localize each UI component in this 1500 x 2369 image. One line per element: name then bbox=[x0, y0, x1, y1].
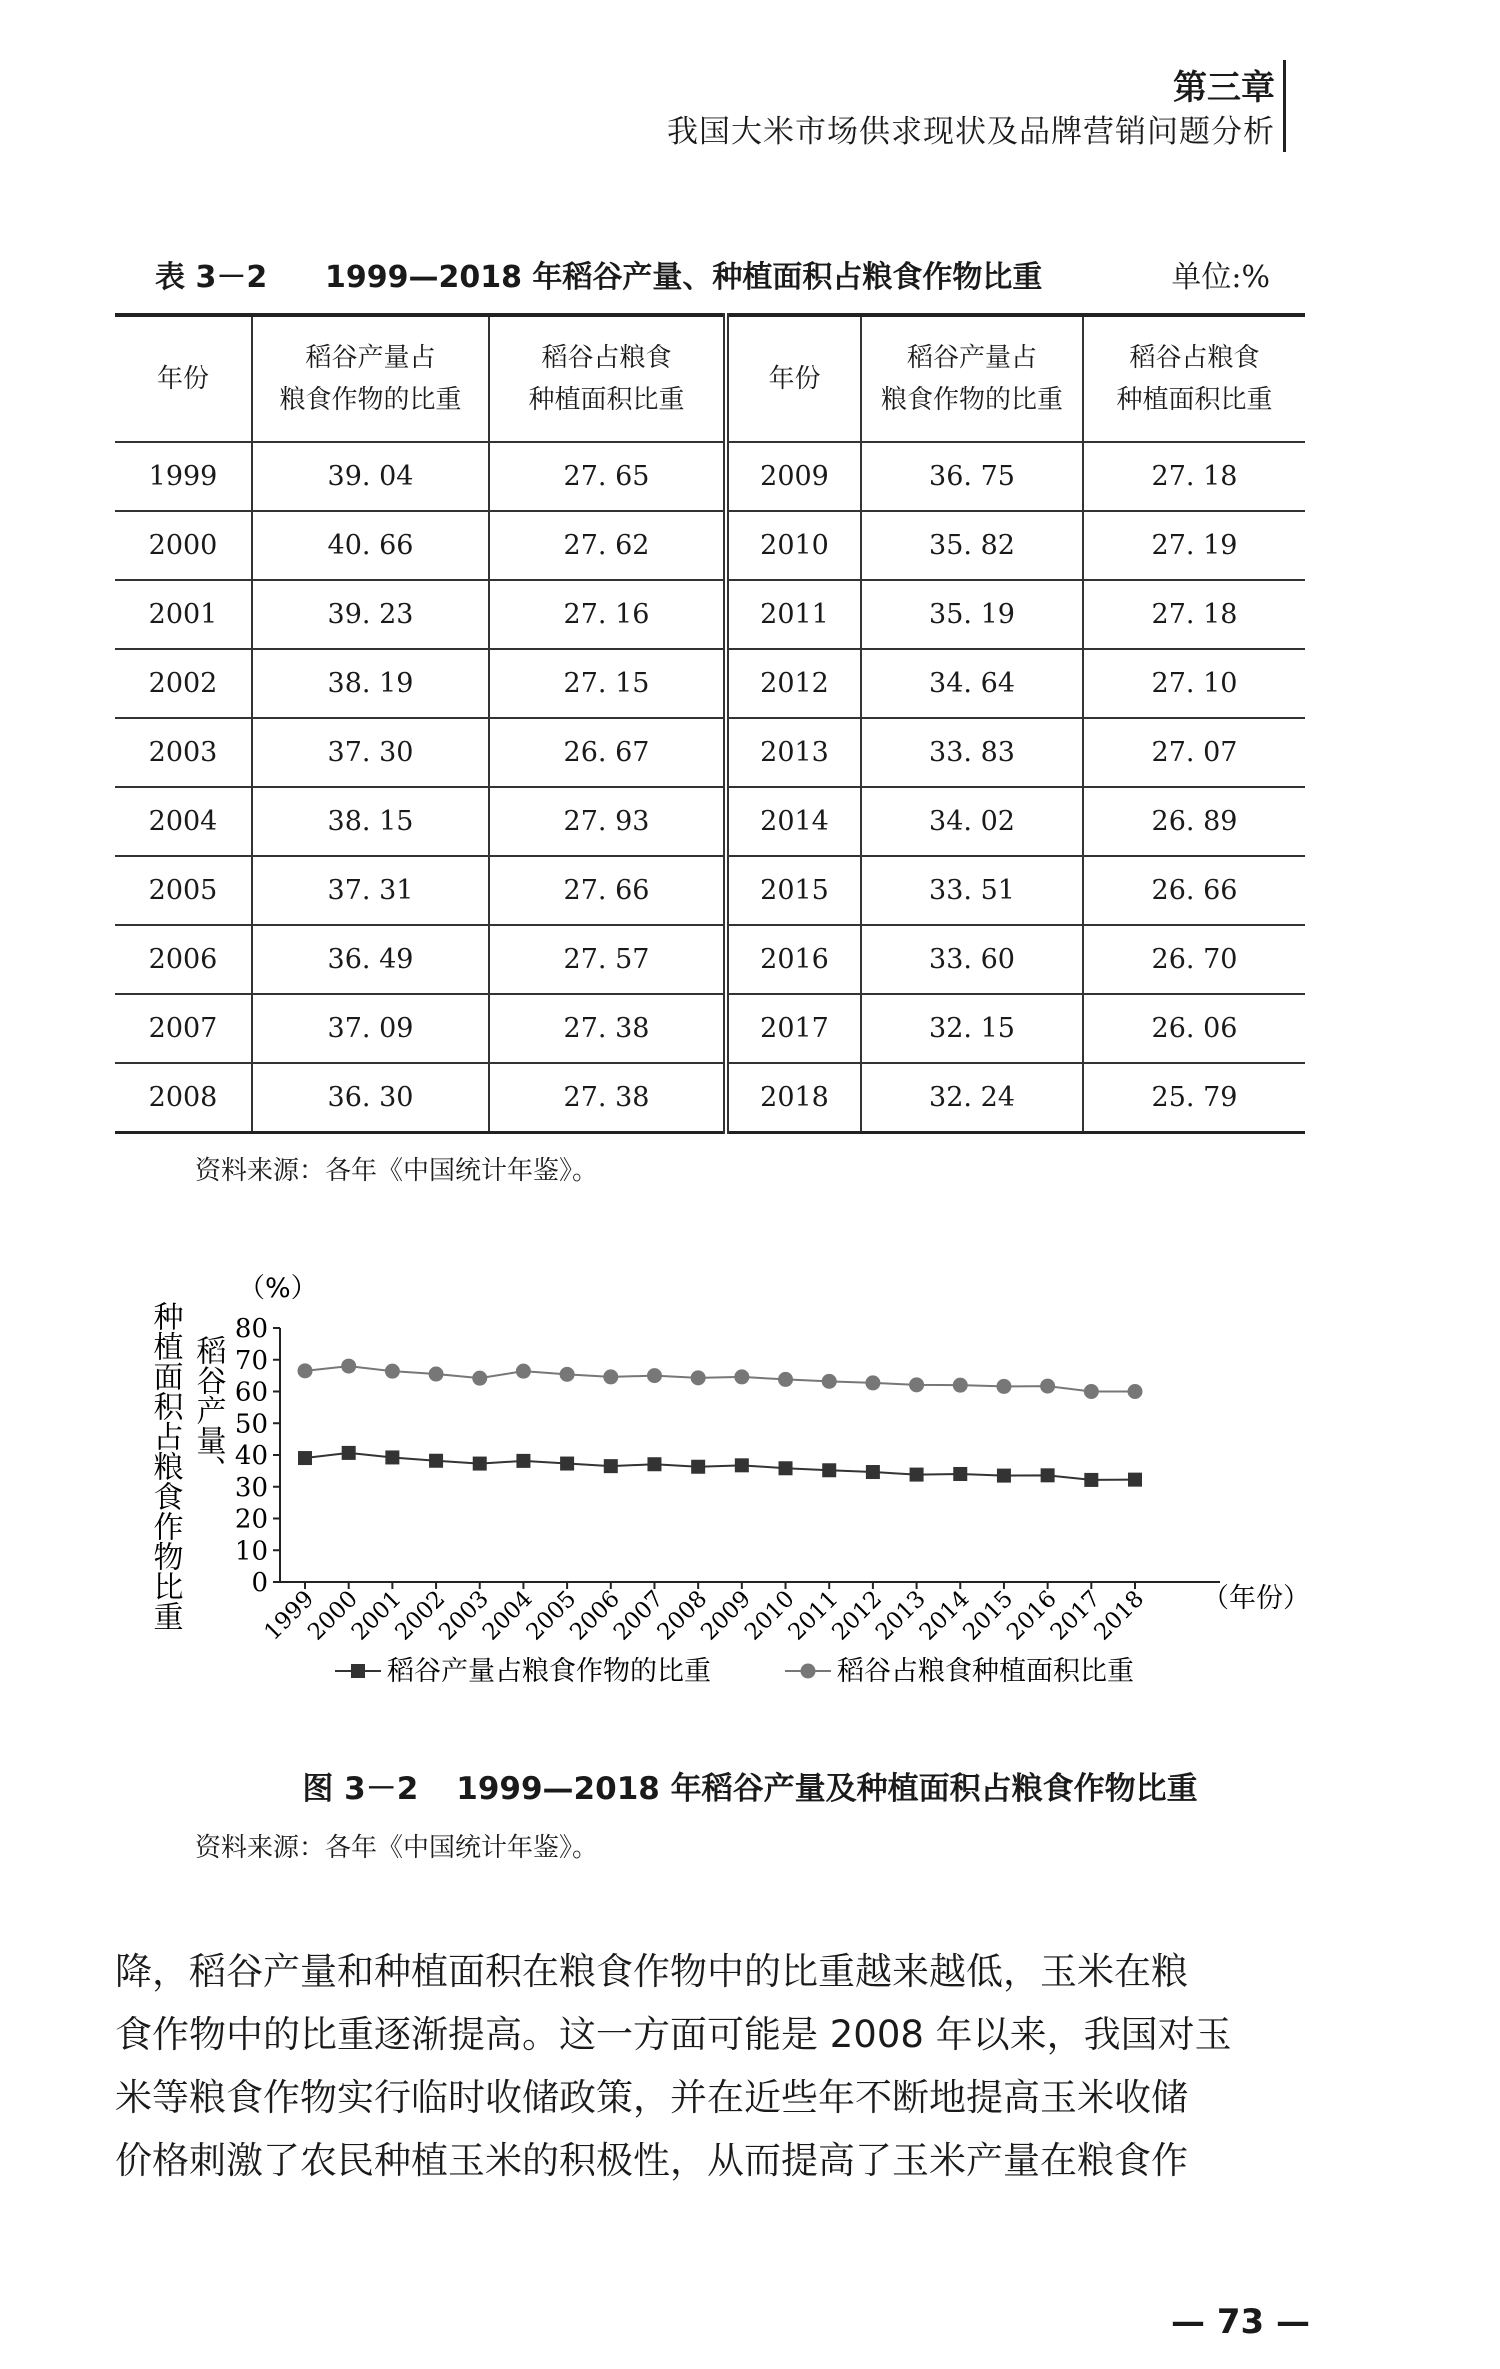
table-cell: 2003 bbox=[115, 718, 252, 787]
table-cell: 34. 02 bbox=[861, 787, 1083, 856]
table-row bbox=[115, 718, 1305, 787]
table-cell: 25. 79 bbox=[1083, 1063, 1305, 1133]
table-cell: 2005 bbox=[115, 856, 252, 925]
y-tick-label: 30 bbox=[234, 1472, 268, 1503]
data-point-square bbox=[779, 1461, 793, 1475]
table-cell: 2002 bbox=[115, 649, 252, 718]
data-point-circle bbox=[778, 1372, 793, 1387]
table-row bbox=[115, 1063, 1305, 1133]
header-production: 稻谷产量占 粮食作物的比重 bbox=[861, 315, 1083, 442]
data-point-circle bbox=[560, 1367, 575, 1382]
y-tick-label: 20 bbox=[234, 1504, 268, 1535]
data-point-circle bbox=[909, 1377, 924, 1392]
y-axis-label-outer: 种植面积占粮食作物比重 bbox=[147, 1301, 183, 1631]
table-cell: 26. 66 bbox=[1083, 856, 1305, 925]
table-cell: 27. 19 bbox=[1083, 511, 1305, 580]
x-tick-label: 2018 bbox=[1089, 1585, 1150, 1646]
table-cell: 38. 19 bbox=[252, 649, 489, 718]
data-point-circle bbox=[996, 1379, 1011, 1394]
y-unit-label: （%） bbox=[238, 1273, 318, 1304]
table-row bbox=[115, 511, 1305, 580]
table-cell: 26. 70 bbox=[1083, 925, 1305, 994]
data-point-square bbox=[560, 1457, 574, 1471]
table-cell: 2001 bbox=[115, 580, 252, 649]
table-cell: 26. 67 bbox=[489, 718, 726, 787]
x-tick-label: 2011 bbox=[783, 1585, 844, 1646]
table-cell: 40. 66 bbox=[252, 511, 489, 580]
x-tick-label: 2007 bbox=[608, 1585, 669, 1646]
table-cell: 38. 15 bbox=[252, 787, 489, 856]
data-point-square bbox=[735, 1458, 749, 1472]
x-tick-label: 2001 bbox=[346, 1585, 407, 1646]
table-cell: 39. 23 bbox=[252, 580, 489, 649]
figure-source-note: 资料来源：各年《中国统计年鉴》。 bbox=[195, 1833, 599, 1863]
line-chart bbox=[130, 1255, 1330, 1715]
data-point-square bbox=[997, 1469, 1011, 1483]
header-divider bbox=[1283, 60, 1286, 152]
y-tick-label: 60 bbox=[234, 1377, 268, 1408]
running-header bbox=[667, 66, 1275, 154]
table-row bbox=[115, 580, 1305, 649]
table-cell: 2016 bbox=[726, 925, 861, 994]
chapter-subtitle: 我国大米市场供求现状及品牌营销问题分析 bbox=[667, 114, 1275, 150]
table-unit: 单位:% bbox=[1171, 260, 1270, 295]
data-point-square bbox=[429, 1454, 443, 1468]
data-point-square bbox=[298, 1451, 312, 1465]
table-row bbox=[115, 442, 1305, 511]
figure-title: 1999—2018 年稻谷产量及种植面积占粮食作物比重 bbox=[456, 1771, 1198, 1807]
data-point-square bbox=[866, 1465, 880, 1479]
data-point-circle bbox=[516, 1364, 531, 1379]
y-tick-label: 10 bbox=[234, 1536, 268, 1567]
x-tick-label: 2010 bbox=[739, 1585, 800, 1646]
table-row bbox=[115, 856, 1305, 925]
table-cell: 33. 83 bbox=[861, 718, 1083, 787]
legend-marker-circle bbox=[801, 1664, 816, 1679]
table-cell: 27. 38 bbox=[489, 994, 726, 1063]
y-tick-label: 0 bbox=[251, 1568, 268, 1598]
x-tick-label: 2012 bbox=[827, 1585, 888, 1646]
table-number: 表 3－2 bbox=[155, 260, 268, 295]
table-cell: 39. 04 bbox=[252, 442, 489, 511]
legend-marker-square bbox=[351, 1664, 365, 1678]
table-cell: 2018 bbox=[726, 1063, 861, 1133]
table-cell: 36. 75 bbox=[861, 442, 1083, 511]
table-source-note: 资料来源：各年《中国统计年鉴》。 bbox=[195, 1156, 599, 1186]
body-paragraph bbox=[115, 1940, 1325, 2192]
data-point-circle bbox=[734, 1369, 749, 1384]
header-production: 稻谷产量占 粮食作物的比重 bbox=[252, 315, 489, 442]
table-cell: 36. 49 bbox=[252, 925, 489, 994]
x-axis-label: （年份） bbox=[1202, 1583, 1310, 1614]
table-cell: 27. 07 bbox=[1083, 718, 1305, 787]
data-point-circle bbox=[822, 1374, 837, 1389]
table-cell: 26. 06 bbox=[1083, 994, 1305, 1063]
table-cell: 27. 18 bbox=[1083, 442, 1305, 511]
table-cell: 26. 89 bbox=[1083, 787, 1305, 856]
data-point-square bbox=[516, 1454, 530, 1468]
data-point-circle bbox=[472, 1371, 487, 1386]
table-cell: 33. 51 bbox=[861, 856, 1083, 925]
table-cell: 2012 bbox=[726, 649, 861, 718]
table-cell: 27. 62 bbox=[489, 511, 726, 580]
x-tick-label: 2015 bbox=[958, 1585, 1019, 1646]
table-title: 1999—2018 年稻谷产量、种植面积占粮食作物比重 bbox=[325, 260, 1043, 295]
body-line: 价格刺激了农民种植玉米的积极性，从而提高了玉米产量在粮食作 bbox=[115, 2139, 1188, 2182]
table-cell: 32. 15 bbox=[861, 994, 1083, 1063]
header-year: 年份 bbox=[726, 315, 861, 442]
x-tick-label: 2017 bbox=[1045, 1585, 1106, 1646]
x-tick-label: 2014 bbox=[914, 1585, 975, 1646]
table-cell: 2004 bbox=[115, 787, 252, 856]
table-row bbox=[115, 925, 1305, 994]
data-point-square bbox=[473, 1457, 487, 1471]
y-axis-label-inner: 稻谷产量、 bbox=[190, 1335, 226, 1485]
x-tick-label: 2006 bbox=[565, 1585, 626, 1646]
data-table bbox=[115, 313, 1305, 1134]
y-tick-label: 70 bbox=[234, 1345, 268, 1376]
body-line: 食作物中的比重逐渐提高。这一方面可能是 2008 年以来，我国对玉 bbox=[115, 2013, 1232, 2056]
table-row bbox=[115, 787, 1305, 856]
x-tick-label: 1999 bbox=[259, 1585, 320, 1646]
data-point-circle bbox=[1084, 1384, 1099, 1399]
legend-label: 稻谷占粮食种植面积比重 bbox=[837, 1656, 1134, 1687]
table-cell: 1999 bbox=[115, 442, 252, 511]
table-cell: 2009 bbox=[726, 442, 861, 511]
header-year: 年份 bbox=[115, 315, 252, 442]
table-cell: 37. 30 bbox=[252, 718, 489, 787]
data-point-square bbox=[1041, 1468, 1055, 1482]
table-cell: 27. 38 bbox=[489, 1063, 726, 1133]
data-point-circle bbox=[1128, 1384, 1143, 1399]
table-cell: 32. 24 bbox=[861, 1063, 1083, 1133]
data-point-square bbox=[647, 1457, 661, 1471]
table-row bbox=[115, 994, 1305, 1063]
table-cell: 34. 64 bbox=[861, 649, 1083, 718]
data-point-circle bbox=[691, 1370, 706, 1385]
table-cell: 2008 bbox=[115, 1063, 252, 1133]
data-point-circle bbox=[1040, 1379, 1055, 1394]
header-area: 稻谷占粮食 种植面积比重 bbox=[489, 315, 726, 442]
data-point-square bbox=[604, 1459, 618, 1473]
body-line: 米等粮食作物实行临时收储政策，并在近些年不断地提高玉米收储 bbox=[115, 2076, 1188, 2119]
table-cell: 27. 16 bbox=[489, 580, 726, 649]
table-cell: 2010 bbox=[726, 511, 861, 580]
x-tick-label: 2002 bbox=[390, 1585, 451, 1646]
figure-number: 图 3－2 bbox=[302, 1771, 419, 1807]
header-area: 稻谷占粮食 种植面积比重 bbox=[1083, 315, 1305, 442]
table-cell: 33. 60 bbox=[861, 925, 1083, 994]
data-point-circle bbox=[429, 1367, 444, 1382]
data-point-circle bbox=[385, 1364, 400, 1379]
data-point-square bbox=[342, 1446, 356, 1460]
y-tick-label: 80 bbox=[234, 1314, 268, 1344]
data-point-circle bbox=[647, 1368, 662, 1383]
table-cell: 27. 66 bbox=[489, 856, 726, 925]
table-cell: 27. 18 bbox=[1083, 580, 1305, 649]
table-cell: 37. 31 bbox=[252, 856, 489, 925]
table-cell: 2011 bbox=[726, 580, 861, 649]
data-point-circle bbox=[298, 1363, 313, 1378]
chapter-label: 第三章 bbox=[1173, 68, 1275, 108]
table-cell: 36. 30 bbox=[252, 1063, 489, 1133]
data-point-square bbox=[822, 1463, 836, 1477]
x-tick-label: 2003 bbox=[434, 1585, 494, 1646]
data-point-circle bbox=[341, 1359, 356, 1374]
data-point-circle bbox=[953, 1378, 968, 1393]
table-cell: 37. 09 bbox=[252, 994, 489, 1063]
x-tick-label: 2000 bbox=[303, 1585, 363, 1646]
figure-caption bbox=[0, 1763, 1500, 1808]
table-cell: 27. 65 bbox=[489, 442, 726, 511]
x-tick-label: 2004 bbox=[477, 1585, 538, 1646]
legend-label: 稻谷产量占粮食作物的比重 bbox=[387, 1656, 711, 1687]
y-tick-label: 40 bbox=[234, 1441, 268, 1471]
table-cell: 27. 93 bbox=[489, 787, 726, 856]
table-cell: 2000 bbox=[115, 511, 252, 580]
data-point-square bbox=[910, 1468, 924, 1482]
table-cell: 2013 bbox=[726, 718, 861, 787]
data-point-square bbox=[385, 1450, 399, 1464]
table-cell: 2015 bbox=[726, 856, 861, 925]
data-point-circle bbox=[865, 1375, 880, 1390]
table-cell: 35. 82 bbox=[861, 511, 1083, 580]
table-cell: 27. 57 bbox=[489, 925, 726, 994]
x-tick-label: 2013 bbox=[871, 1585, 931, 1646]
table-cell: 2014 bbox=[726, 787, 861, 856]
x-tick-label: 2008 bbox=[652, 1585, 713, 1646]
body-line: 降，稻谷产量和种植面积在粮食作物中的比重越来越低，玉米在粮 bbox=[115, 1950, 1188, 1993]
page-number: — 73 — bbox=[1171, 2302, 1310, 2342]
data-point-square bbox=[953, 1467, 967, 1481]
table-cell: 2006 bbox=[115, 925, 252, 994]
data-point-square bbox=[1128, 1473, 1142, 1487]
data-point-square bbox=[1084, 1473, 1098, 1487]
table-header-row bbox=[115, 315, 1305, 442]
table-cell: 2017 bbox=[726, 994, 861, 1063]
x-tick-label: 2009 bbox=[696, 1585, 757, 1646]
x-tick-label: 2016 bbox=[1002, 1585, 1062, 1646]
x-tick-label: 2005 bbox=[521, 1585, 582, 1646]
y-tick-label: 50 bbox=[234, 1409, 268, 1440]
data-point-square bbox=[691, 1460, 705, 1474]
table-row bbox=[115, 649, 1305, 718]
data-point-circle bbox=[603, 1369, 618, 1384]
table-cell: 27. 10 bbox=[1083, 649, 1305, 718]
table-cell: 35. 19 bbox=[861, 580, 1083, 649]
table-cell: 2007 bbox=[115, 994, 252, 1063]
table-cell: 27. 15 bbox=[489, 649, 726, 718]
